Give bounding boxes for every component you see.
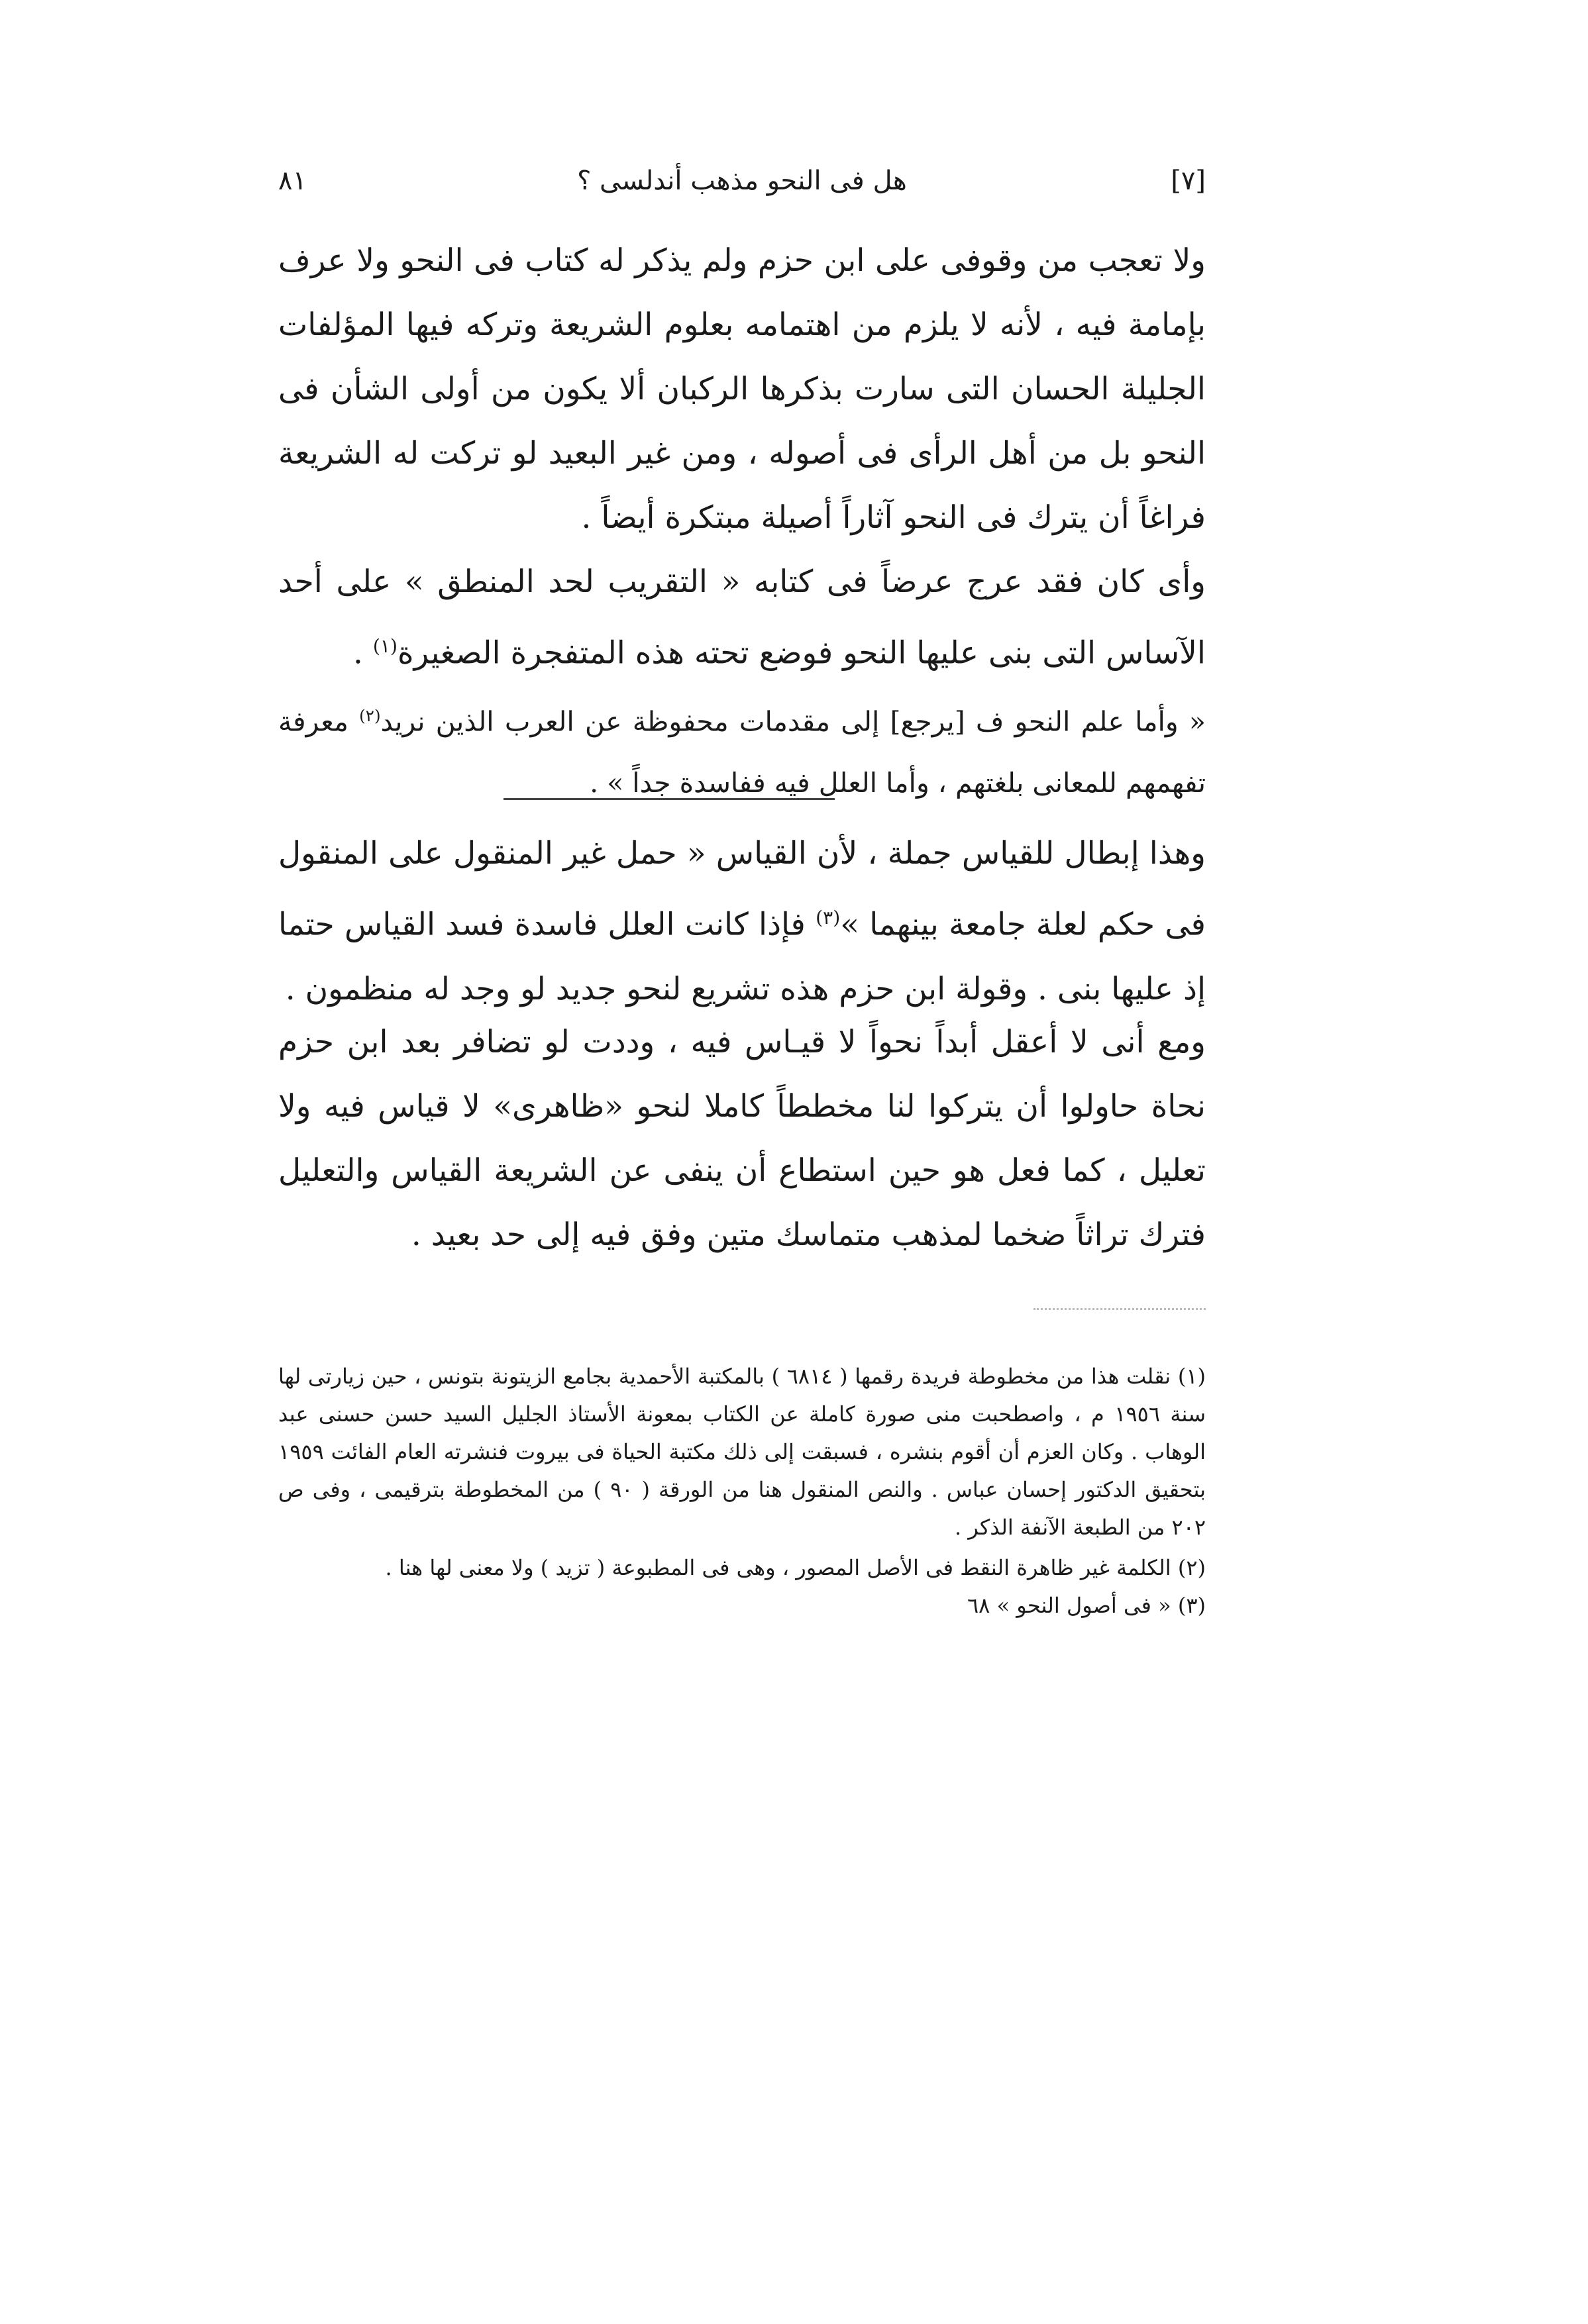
page-number: ٨١ bbox=[278, 166, 307, 196]
footnotes bbox=[278, 1358, 1206, 1625]
footnote-ref-1: (١) bbox=[372, 635, 397, 657]
footnote-ref-3: (٣) bbox=[816, 907, 841, 929]
paragraph-3 bbox=[278, 821, 1206, 1021]
paragraph-4: ومع أنى لا أعقل أبداً نحواً لا قيـاس فيه ، وددت لو تضافر بعد ابن حزم نحاة حاولوا أن يتركوا لنا مخططاً كاملا لنحو «ظاهرى» لا قياس فيه ولا تعليل ، كما فعل هو حين استطاع أن ينفى عن الشريعة القياس والتعليل فترك تراثاً ضخما لمذهب متماسك متين وفق فيه إلى حد بعيد . bbox=[278, 1024, 1206, 1253]
quote-divider bbox=[503, 798, 835, 800]
paragraph-2 bbox=[278, 550, 1206, 679]
main-text bbox=[278, 228, 1206, 679]
footnote-2: (٢) الكلمة غير ظاهرة النقط فى الأصل المصور ، وهى فى المطبوعة ( تزيد ) ولا معنى لها هنا . bbox=[385, 1555, 1206, 1580]
running-title: هل فى النحو مذهب أندلسى ؟ bbox=[577, 166, 907, 196]
paragraph-3-text: وهذا إبطال للقياس جملة ، لأن القياس « حمل غير المنقول على المنقول فى حكم لعلة جامعة بينهما » bbox=[278, 835, 1206, 943]
quote-end: معرفة تفهمهم للمعانى بلغتهم ، وأما العلل فيه ففاسدة جداً » . bbox=[278, 705, 1206, 799]
paragraph-1: ولا تعجب من وقوفى على ابن حزم ولم يذكر له كتاب فى النحو ولا عرف بإمامة فيه ، لأنه لا يلزم من اهتمامه بعلوم الشريعة وتركه فيها المؤلفات الجليلة الحسان التى سارت بذكرها الركبان ألا يكون من أولى الشأن فى النحو بل من أهل الرأى فى أصوله ، ومن غير البعيد لو تركت له الشريعة فراغاً أن يترك فى النحو آثاراً أصيلة مبتكرة أيضاً . bbox=[278, 242, 1206, 536]
paragraph-2-text: وأى كان فقد عرج عرضاً فى كتابه « التقريب لحد المنطق » على أحد الآساس التى بنى عليها النحو فوضع تحته هذه المتفجرة الصغيرة bbox=[278, 564, 1206, 672]
paragraph-2-end: . bbox=[352, 634, 373, 672]
section-number: [٧] bbox=[1171, 166, 1206, 196]
footnote-ref-2: (٢) bbox=[359, 706, 381, 725]
running-header bbox=[278, 166, 1206, 212]
block-quote bbox=[278, 685, 1206, 813]
footnote-3: (٣) « فى أصول النحو » ٦٨ bbox=[967, 1593, 1206, 1618]
footnote-1: (١) نقلت هذا من مخطوطة فريدة رقمها ( ٦٨١٤ ) بالمكتبة الأحمدية بجامع الزيتونة بتونس ، حين زيارتى لها سنة ١٩٥٦ م ، واصطحبت منى صورة كاملة عن الكتاب بمعونة الأستاذ الجليل السيد حسن حسنى عبد الوهاب . وكان العزم أن أقوم بنشره ، فسبقت إلى ذلك مكتبة الحياة فى بيروت فنشرته العام الفائت ١٩٥٩ بتحقيق الدكتور إحسان عباس . والنص المنقول هنا من الورقة ( ٩٠ ) من المخطوطة بترقيمى ، وفى ص ٢٠٢ من الطبعة الآنفة الذكر . bbox=[278, 1364, 1206, 1540]
paragraph-3-end: فإذا كانت العلل فاسدة فسد القياس حتما إذ عليها بنى . وقولة ابن حزم هذه تشريع لنحو جديد لو وجد له منظمون . bbox=[278, 906, 1206, 1007]
footnote-separator bbox=[1033, 1308, 1206, 1310]
quote-text: « وأما علم النحو ف [يرجع] إلى مقدمات محفوظة عن العرب الذين نريد bbox=[380, 705, 1206, 738]
